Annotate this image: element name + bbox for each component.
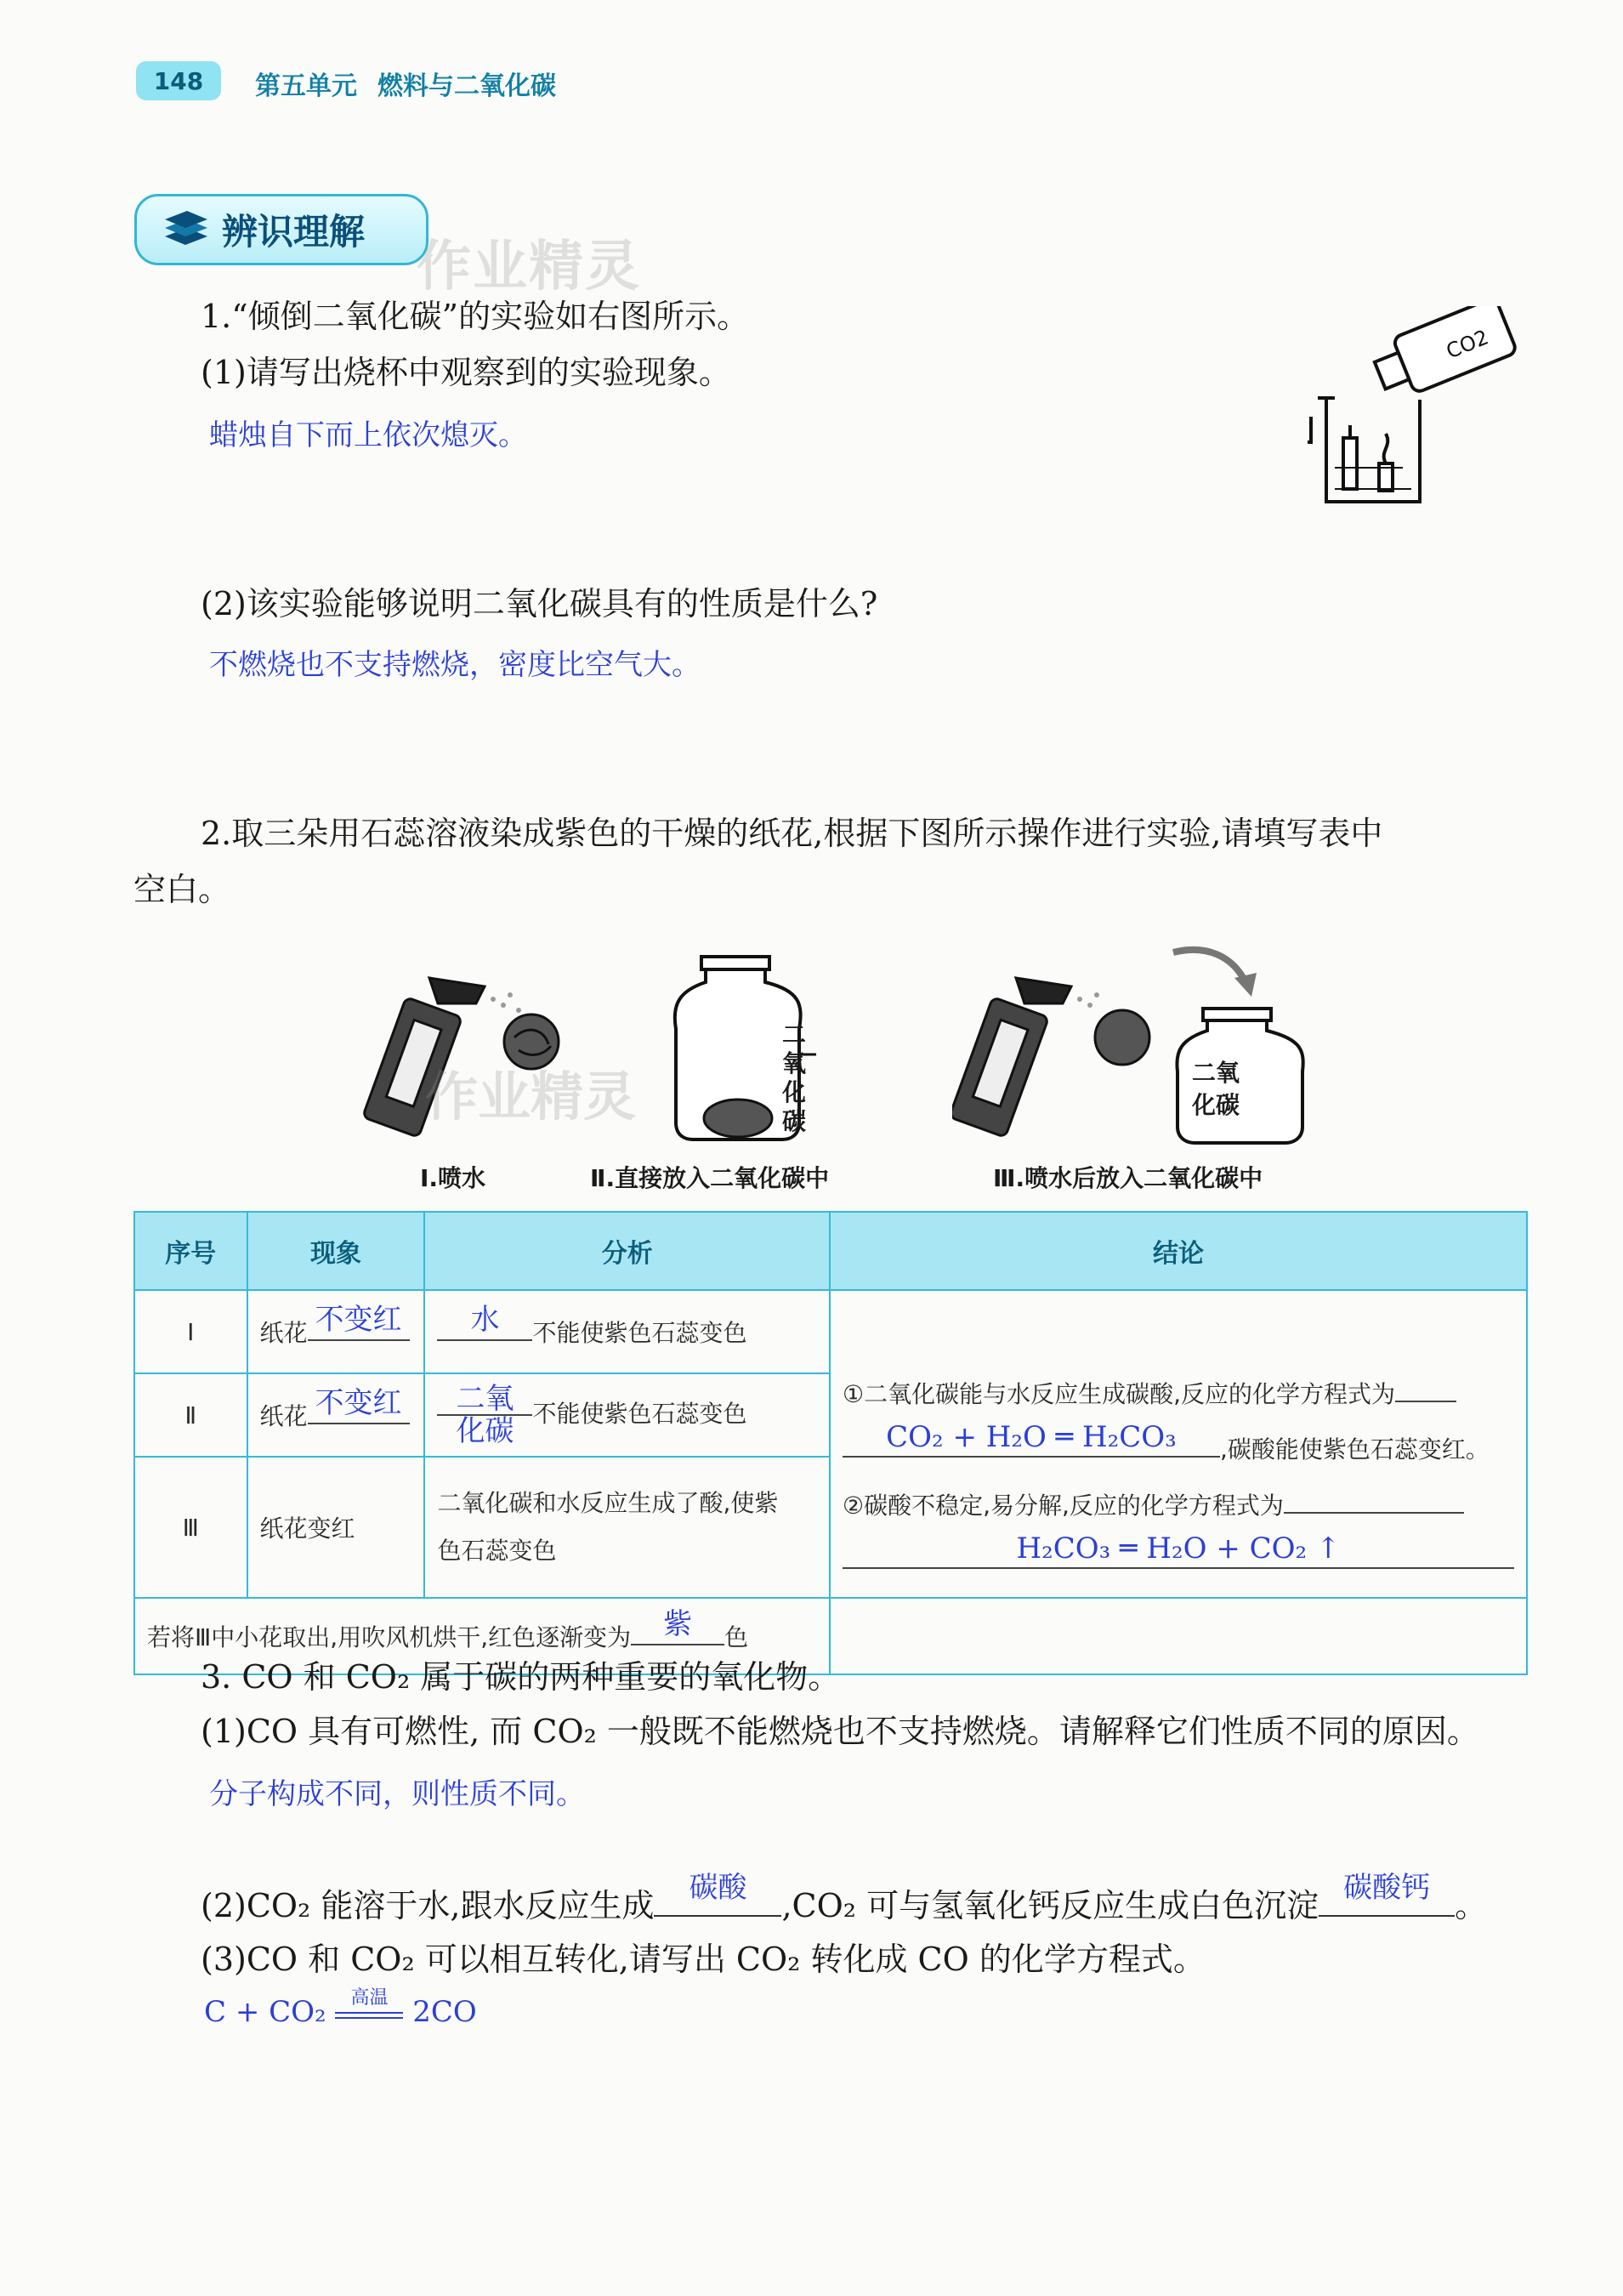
q3-part3: (3)CO 和 CO₂ 可以相互转化,请写出 CO₂ 转化成 CO 的化学方程式。 — [201, 1941, 1206, 1978]
section-title: 辨识理解 — [222, 211, 366, 253]
row1-phen-blank — [308, 1303, 410, 1341]
row1-analysis — [424, 1290, 830, 1373]
row2-phen-blank — [308, 1386, 410, 1424]
row4-blank — [631, 1607, 724, 1645]
conclusion2-equation: H₂CO₃ ═ H₂O + CO₂ ↑ — [1016, 1532, 1341, 1566]
row1-phen-prefix: 纸花 — [259, 1319, 308, 1348]
fig-label-1: Ⅰ.喷水 — [420, 1164, 486, 1192]
row1-anal-suffix: 不能使紫色石蕊变色 — [532, 1319, 747, 1348]
row2-phen-prefix: 纸花 — [259, 1402, 308, 1431]
unit-label: 第五单元 — [255, 71, 357, 101]
row2-anal-answer-b: 化碳 — [456, 1414, 514, 1449]
row2-phenomenon — [247, 1373, 425, 1457]
conclusion2-prefix: ②碳酸不稳定,易分解,反应的化学方程式为 — [842, 1492, 1284, 1520]
conclusion-cell — [830, 1290, 1527, 1598]
q3-part2-b: ,CO₂ 可与氢氧化钙反应生成白色沉淀 — [781, 1887, 1319, 1924]
conclusion1-equation: CO₂ + H₂O ═ H₂CO₃ — [886, 1420, 1177, 1454]
conclusion1-text — [843, 1376, 1514, 1410]
q3-blank1 — [654, 1870, 781, 1917]
q3-blank2 — [1319, 1870, 1455, 1917]
row2-anal-answer-a: 二氧 — [437, 1384, 532, 1416]
jar-co2-figure — [672, 935, 842, 1148]
fig-label-2: Ⅱ.直接放入二氧化碳中 — [590, 1164, 830, 1192]
conclusion2-blank-a — [1284, 1490, 1464, 1514]
q1-answer2: 不燃烧也不支持燃烧，密度比空气大。 — [209, 648, 701, 682]
row1-phen-answer: 不变红 — [315, 1303, 402, 1338]
q1-part2: (2)该实验能够说明二氧化碳具有的性质是什么? — [201, 585, 878, 622]
jar3-label-line2: 化碳 — [1192, 1091, 1240, 1119]
q1-stem: 1.“倾倒二氧化碳”的实验如右图所示。 — [201, 298, 750, 335]
spray-then-jar-figure — [952, 935, 1360, 1148]
unit-name: 燃料与二氧化碳 — [377, 71, 556, 101]
q1-part1: (1)请写出烧杯中观察到的实验现象。 — [201, 354, 731, 391]
section-badge — [134, 194, 428, 265]
unit-title — [255, 65, 556, 102]
row2-anal-suffix: 不能使紫色石蕊变色 — [532, 1400, 747, 1429]
q3-eq-condition-text: 高温 — [350, 1987, 389, 2009]
conclusion1-eq-blank — [843, 1422, 1220, 1458]
row3-anal-line2: 色石蕊变色 — [437, 1537, 557, 1566]
q3-answer1: 分子构成不同，则性质不同。 — [209, 1777, 585, 1811]
conclusion2-text — [843, 1487, 1514, 1521]
row2-phen-answer: 不变红 — [315, 1386, 402, 1421]
conclusion1-tail: ,碳酸能使紫色石蕊变红。 — [1219, 1435, 1490, 1463]
row3-id: Ⅲ — [134, 1457, 247, 1598]
fig-label-3: Ⅲ.喷水后放入二氧化碳中 — [993, 1164, 1263, 1192]
q3-part2-c: 。 — [1455, 1887, 1488, 1924]
row4-suffix: 色 — [724, 1623, 749, 1651]
conclusion1-blank-a — [1395, 1378, 1456, 1402]
conclusion2-eq-blank — [843, 1533, 1514, 1569]
th-id: 序号 — [134, 1212, 247, 1290]
row2-analysis — [424, 1373, 830, 1457]
conclusion2-line2 — [843, 1533, 1514, 1575]
q3-part2-a: (2)CO₂ 能溶于水,跟水反应生成 — [201, 1887, 655, 1924]
conclusion1-line2 — [843, 1422, 1514, 1465]
pour-co2-figure — [1301, 306, 1539, 510]
row4-prefix: 若将Ⅲ中小花取出,用吹风机烘干,红色逐渐变为 — [147, 1623, 632, 1651]
row3-anal-line1: 二氧化碳和水反应生成了酸,使紫 — [437, 1489, 779, 1518]
books-icon — [159, 211, 213, 248]
th-conclusion: 结论 — [830, 1212, 1527, 1290]
row2-anal-answer — [437, 1382, 532, 1449]
jar2-label: 二氧化碳 — [782, 1020, 807, 1135]
row3-analysis — [424, 1457, 830, 1598]
q3-stem: 3. CO 和 CO₂ 属于碳的两种重要的氧化物。 — [201, 1658, 841, 1696]
row1-anal-answer: 水 — [470, 1303, 500, 1338]
q3-part1: (1)CO 具有可燃性, 而 CO₂ 一般既不能燃烧也不支持燃烧。请解释它们性质不同的原因。 — [201, 1713, 1479, 1750]
th-analysis: 分析 — [424, 1212, 830, 1290]
row2-id: Ⅱ — [134, 1373, 247, 1457]
row1-phenomenon — [247, 1290, 425, 1373]
co2-bottle-label: CO2 — [1443, 325, 1492, 364]
watermark: 作业精灵 — [417, 236, 641, 298]
q1-answer1: 蜡烛自下而上依次熄灭。 — [209, 418, 527, 452]
jar3-label-line1: 二氧 — [1192, 1059, 1240, 1087]
watermark-2: 作业精灵 — [425, 1066, 637, 1128]
q3-part2 — [201, 1870, 1488, 1927]
table-header-row — [134, 1212, 1527, 1290]
conclusion1-prefix: ①二氧化碳能与水反应生成碳酸,反应的化学方程式为 — [842, 1380, 1395, 1408]
row4-conclusion-empty — [830, 1598, 1527, 1674]
row4-answer: 紫 — [663, 1607, 693, 1641]
q3-eq-right: 2CO — [412, 1995, 477, 2029]
q3-answer2-1: 碳酸 — [689, 1870, 747, 1905]
row1-id: Ⅰ — [134, 1290, 247, 1373]
experiment-table — [133, 1211, 1528, 1675]
row1-anal-blank — [437, 1303, 532, 1341]
q3-answer3 — [204, 1987, 477, 2029]
page-number: 148 — [136, 61, 221, 100]
table-row — [134, 1290, 1527, 1373]
row3-phenomenon: 纸花变红 — [247, 1457, 425, 1598]
q3-eq-condition — [335, 1987, 403, 2019]
q3-eq-left: C + CO₂ — [204, 1995, 326, 2029]
th-phenomenon: 现象 — [247, 1212, 425, 1290]
q2-stem-line2: 空白。 — [133, 871, 231, 908]
q3-answer2-2: 碳酸钙 — [1343, 1870, 1431, 1905]
q2-stem-line1: 2.取三朵用石蕊溶液染成紫色的干燥的纸花,根据下图所示操作进行实验,请填写表中 — [201, 815, 1383, 852]
